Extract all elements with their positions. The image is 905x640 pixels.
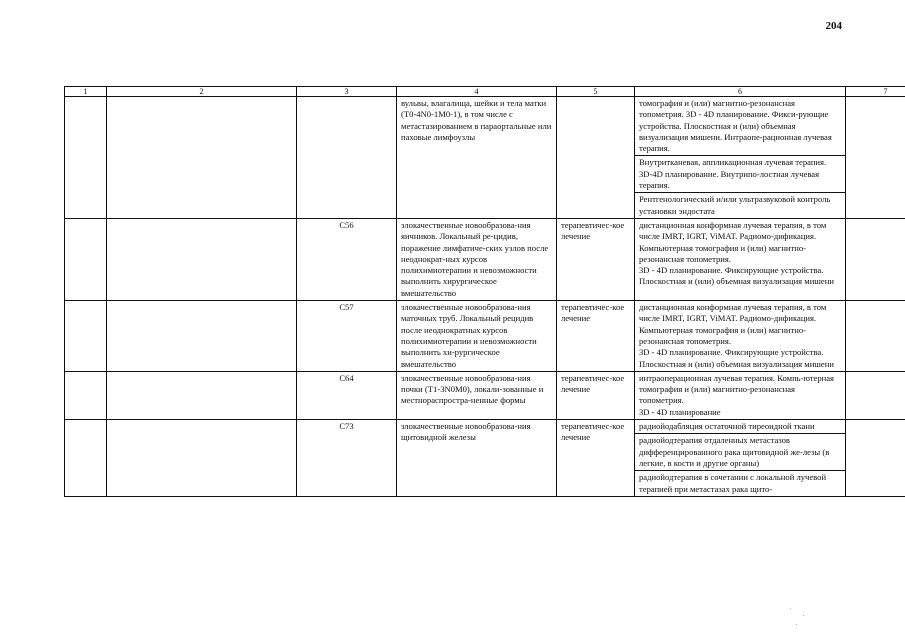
cell-group <box>107 218 297 300</box>
column-header: 6 <box>635 87 846 97</box>
column-header: 7 <box>846 87 905 97</box>
cell-index <box>65 218 107 300</box>
cell-index <box>65 371 107 419</box>
header-row <box>65 87 905 97</box>
cell-note <box>846 301 905 372</box>
column-header: 4 <box>397 87 557 97</box>
cell-note <box>846 420 905 497</box>
table-row <box>65 97 905 156</box>
cell-treatment: терапевтичес-кое лечение <box>557 218 635 300</box>
cell-method: радиойодабляция остаточной тиреоидной ткани <box>635 420 846 434</box>
cell-method: томография и (или) магнитно-резонансная топометрия. 3D - 4D планирование. Фикси-рующие устройства. Плоскостная и (или) объемная визуализация мишени. Интраопе-рационная лучевая терапия. <box>635 97 846 156</box>
cell-note <box>846 97 905 219</box>
table-row <box>65 301 905 372</box>
cell-method: дистанционная конформная лучевая терапия, в том числе IMRT, IGRT, ViMAT. Радиомо-дификация. Компьютерная томография и (или) магнитно-резонансная топометрия. 3D - 4D планирование. Фиксирующие устройства. Плоскостная и (или) объемная визуализация мишени <box>635 218 846 300</box>
cell-diagnosis: вульвы, влагалища, шейки и тела матки (T0-4N0-1M0-1), в том числе с метастазированием в параортальные или паховые лимфоузлы <box>397 97 557 219</box>
cell-note <box>846 218 905 300</box>
scan-speck <box>796 624 797 625</box>
cell-index <box>65 420 107 497</box>
cell-treatment <box>557 97 635 219</box>
column-header: 2 <box>107 87 297 97</box>
scan-speck <box>803 615 804 616</box>
cell-method: радиойодтерапия отдаленных метастазов дифференцированного рака щитовидной же-лезы (в легкие, в кости и другие органы) <box>635 434 846 471</box>
cell-treatment: терапевтичес-кое лечение <box>557 371 635 419</box>
cell-code: C56 <box>297 218 397 300</box>
page-number: 204 <box>825 20 842 32</box>
table-row <box>65 371 905 419</box>
cell-method: дистанционная конформная лучевая терапия, в том числе IMRT, IGRT, ViMAT. Радиомо-дификация. Компьютерная томография и (или) магнитно-резонансная топометрия. 3D - 4D планирование. Фиксирующие устройства. Плоскостная и (или) объемная визуализация мишени <box>635 301 846 372</box>
cell-diagnosis: злокачественные новообразова-ния маточных труб. Локальный рецидив после неоднократных курсов полихимиотерапии и невозможности выполнить хи-рургическое вмешательство <box>397 301 557 372</box>
cell-group <box>107 97 297 219</box>
cell-method: Рентгенологический и/или ультразвуковой контроль установки эндостата <box>635 193 846 219</box>
column-header: 3 <box>297 87 397 97</box>
cell-group <box>107 420 297 497</box>
cell-method: радиойодтерапия в сочетании с локальной лучевой терапией при метастазах рака щито- <box>635 471 846 497</box>
cell-treatment: терапевтичес-кое лечение <box>557 301 635 372</box>
cell-method: интраоперационная лучевая терапия. Компь-ютерная томография и (или) магнитно-резонансная топометрия. 3D - 4D планирование <box>635 371 846 419</box>
cell-code: C73 <box>297 420 397 497</box>
cell-code: C57 <box>297 301 397 372</box>
table-row <box>65 420 905 434</box>
cell-method: Внутритканевая, аппликационная лучевая терапия. 3D-4D планирование. Внутрипо-лостная лучевая терапия. <box>635 156 846 193</box>
cell-diagnosis: злокачественные новообразова-ния яичников. Локальный ре-цидив, поражение лимфатиче-ских узлов после неоднократ-ных курсов полихимиотерапии и невозможности выполнить хирургическое вмешательство <box>397 218 557 300</box>
table-row <box>65 218 905 300</box>
scan-speck <box>790 608 791 609</box>
cell-group <box>107 301 297 372</box>
cell-code <box>297 97 397 219</box>
services-table <box>64 86 905 497</box>
cell-diagnosis: злокачественные новообразова-ния почки (T1-3N0M0), локали-зованные и местнораспростра-ненные формы <box>397 371 557 419</box>
cell-index <box>65 97 107 219</box>
cell-index <box>65 301 107 372</box>
column-header: 5 <box>557 87 635 97</box>
cell-group <box>107 371 297 419</box>
column-header: 1 <box>65 87 107 97</box>
cell-treatment: терапевтичес-кое лечение <box>557 420 635 497</box>
cell-code: C64 <box>297 371 397 419</box>
cell-diagnosis: злокачественные новообразова-ния щитовидной железы <box>397 420 557 497</box>
cell-note <box>846 371 905 419</box>
